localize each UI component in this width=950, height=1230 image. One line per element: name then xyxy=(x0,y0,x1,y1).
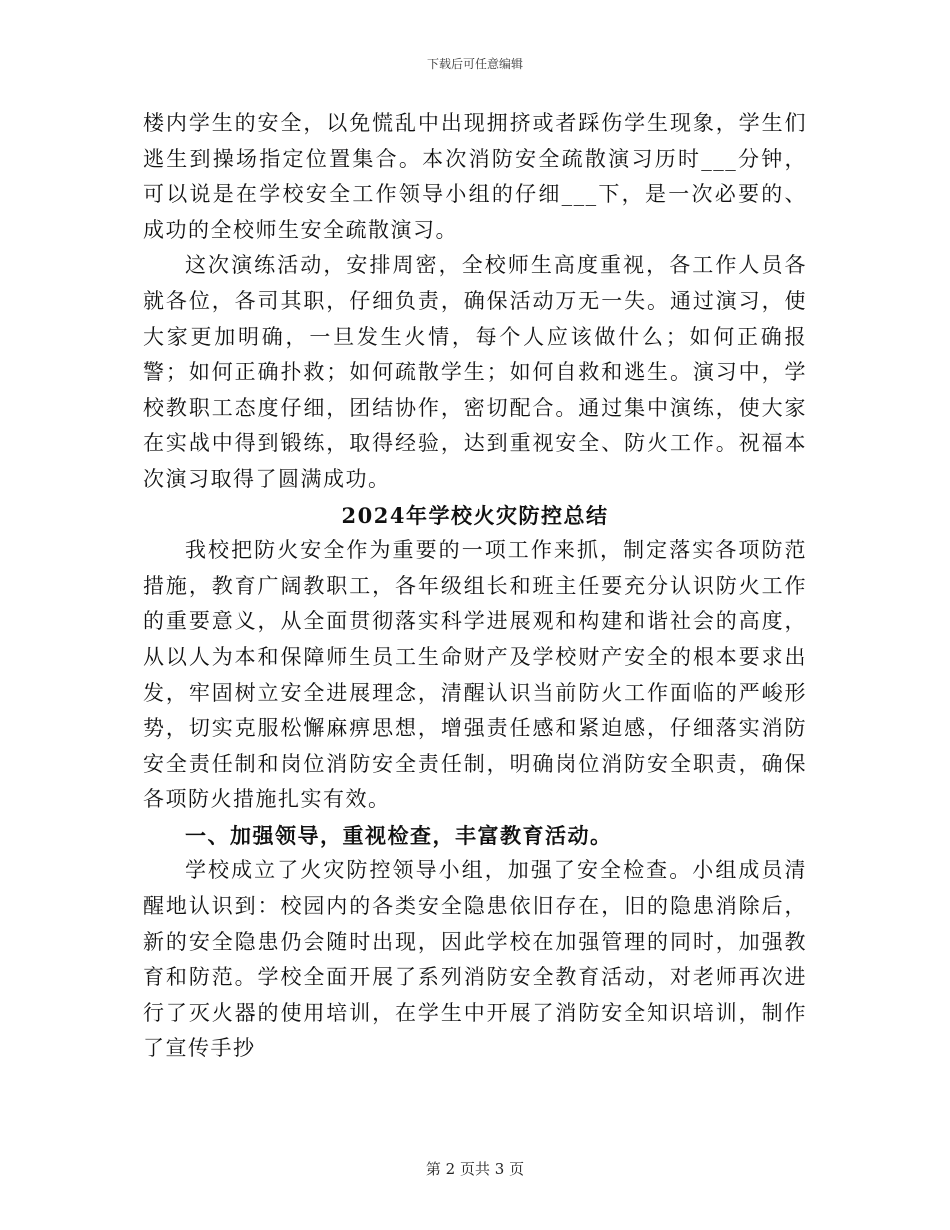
paragraph-continuation: 楼内学生的安全，以免慌乱中出现拥挤或者踩伤学生现象，学生们逃生到操场指定位置集合。本次消防安全疏散演习历时___分钟，可以说是在学校安全工作领导小组的仔细___下，是一次必要的、成功的全校师生安全疏散演习。 xyxy=(143,111,807,242)
section-heading-1: 一、加强领导，重视检查，丰富教育活动。 xyxy=(185,822,613,848)
page-header: 下载后可任意编辑 xyxy=(426,57,523,71)
paragraph-intro: 我校把防火安全作为重要的一项工作来抓，制定落实各项防范措施，教育广阔教职工，各年级组长和班主任要充分认识防火工作的重要意义，从全面贯彻落实科学进展观和构建和谐社会的高度，从以人为本和保障师生员工生命财产及学校财产安全的根本要求出发，牢固树立安全进展理念，清醒认识当前防火工作面临的严峻形势，切实克服松懈麻痹思想，增强责任感和紧迫感，仔细落实消防安全责任制和岗位消防安全责任制，明确岗位消防安全职责，确保各项防火措施扎实有效。 xyxy=(143,538,807,812)
paragraph-drill-summary: 这次演练活动，安排周密，全校师生高度重视，各工作人员各就各位，各司其职，仔细负责，确保活动万无一失。通过演习，使大家更加明确，一旦发生火情，每个人应该做什么；如何正确报警；如何正确扑救；如何疏散学生；如何自救和逃生。演习中，学校教职工态度仔细，团结协作，密切配合。通过集中演练，使大家在实战中得到锻练，取得经验，达到重视安全、防火工作。祝福本次演习取得了圆满成功。 xyxy=(143,253,807,491)
document-body xyxy=(143,106,807,1067)
document-title: 2024年学校火灾防控总结 xyxy=(341,502,609,528)
page-footer: 第 2 页共 3 页 xyxy=(425,1160,525,1178)
paragraph-section-1: 学校成立了火灾防控领导小组，加强了安全检查。小组成员清醒地认识到：校园内的各类安全隐患依旧存在，旧的隐患消除后，新的安全隐患仍会随时出现，因此学校在加强管理的同时，加强教育和防范。学校全面开展了系列消防安全教育活动，对老师再次进行了灭火器的使用培训，在学生中开展了消防安全知识培训，制作了宣传手抄 xyxy=(143,858,807,1061)
